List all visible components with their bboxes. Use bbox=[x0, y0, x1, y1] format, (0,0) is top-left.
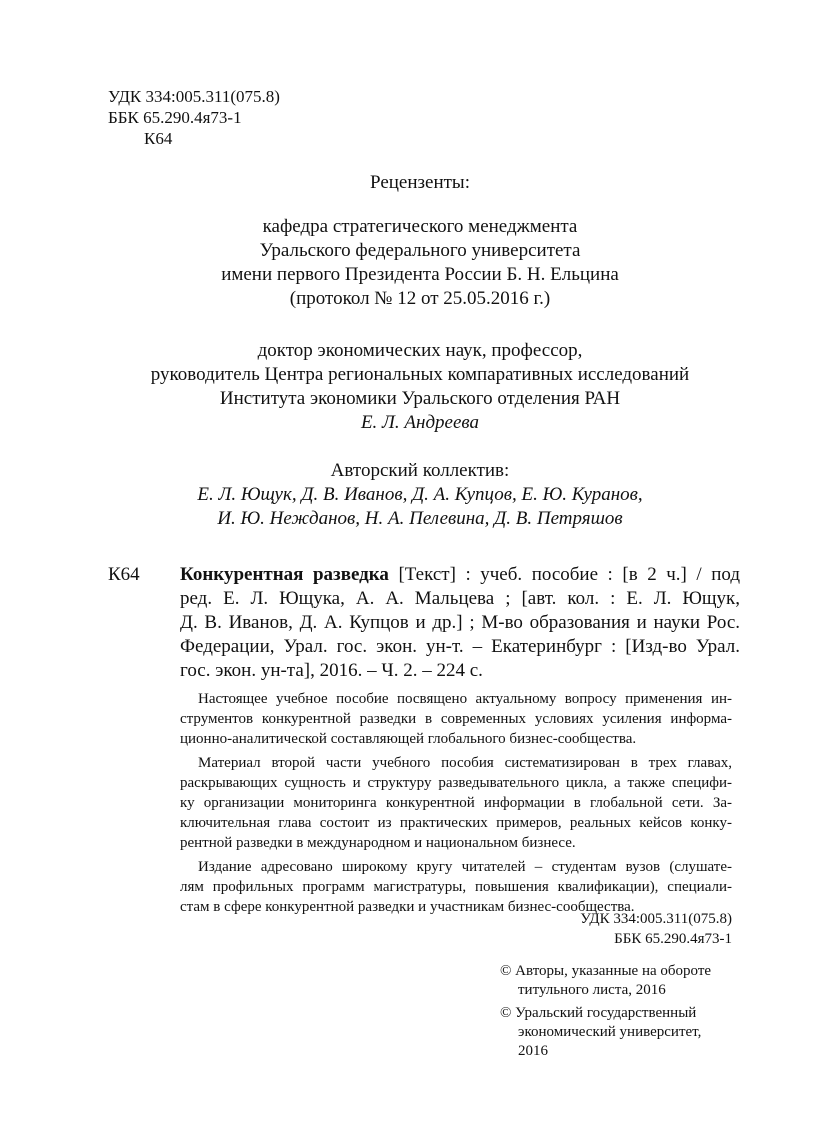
reviewer-name: Е. Л. Андреева bbox=[360, 412, 480, 433]
authors-line: Е. Л. Ющук, Д. В. Иванов, Д. А. Купцов, Е. Ю. Куранов, bbox=[197, 484, 643, 505]
abstract bbox=[180, 689, 732, 921]
abstract-paragraph bbox=[180, 753, 732, 853]
abstract-line: раскрывающих сущность и структуру разведывательного цикла, а также специфи- bbox=[180, 775, 732, 791]
footer-udk: УДК 334:005.311(075.8) bbox=[580, 911, 732, 927]
reviewers-title: Рецензенты: bbox=[370, 172, 470, 193]
copyright-line: титульного листа, 2016 bbox=[518, 982, 666, 998]
bib-line: ред. Е. Л. Ющука, А. А. Мальцева ; [авт. кол. : Е. Л. Ющук, bbox=[180, 588, 740, 609]
bbk-code: ББК 65.290.4я73-1 bbox=[108, 108, 242, 127]
abstract-line: стам в сфере конкурентной разведки и участникам бизнес-сообщества. bbox=[180, 899, 635, 915]
abstract-line: Издание адресовано широкому кругу читателей – студентам вузов (слушате- bbox=[198, 859, 732, 875]
abstract-line: струментов конкурентной разведки в современных условиях усиления информа- bbox=[180, 711, 732, 727]
reviewer-line: Института экономики Уральского отделения РАН bbox=[219, 388, 621, 409]
abstract-line: лям профильных программ магистратуры, повышения квалификации), специали- bbox=[180, 879, 732, 895]
reviewer-line: кафедра стратегического менеджмента bbox=[262, 216, 578, 237]
reviewers-heading bbox=[108, 171, 732, 195]
abstract-line: рентной разведки в международном и национальном бизнесе. bbox=[180, 835, 576, 851]
bib-line: гос. экон. ун-та], 2016. – Ч. 2. – 224 с. bbox=[180, 660, 483, 681]
copyright-authors bbox=[500, 962, 740, 1000]
abstract-line: ку организации мониторинга конкурентной информации в глобальной сети. За- bbox=[180, 795, 732, 811]
authors-line: И. Ю. Нежданов, Н. А. Пелевина, Д. В. Петряшов bbox=[217, 508, 623, 529]
book-title: Конкурентная разведка bbox=[180, 564, 389, 585]
reviewer-line: (протокол № 12 от 25.05.2016 г.) bbox=[289, 288, 551, 309]
bib-line: Д. В. Иванов, Д. А. Купцов и др.] ; М-во образования и науки Рос. bbox=[180, 612, 740, 633]
bib-line bbox=[180, 563, 740, 587]
footer-classification bbox=[480, 909, 732, 949]
abstract-line: ключительная глава состоит из практических примеров, реальных кейсов конку- bbox=[180, 815, 732, 831]
copyright-line: 2016 bbox=[518, 1043, 548, 1059]
abstract-paragraph bbox=[180, 857, 732, 917]
udk-code: УДК 334:005.311(075.8) bbox=[108, 87, 280, 106]
bib-line-rest: [Текст] : учеб. пособие : [в 2 ч.] / под bbox=[388, 564, 740, 585]
bib-line: Федерации, Урал. гос. экон. ун-т. – Екатеринбург : [Изд-во Урал. bbox=[180, 636, 740, 657]
abstract-paragraph bbox=[180, 689, 732, 749]
copyright-university bbox=[500, 1004, 740, 1061]
authors-block bbox=[108, 459, 732, 531]
bib-author-mark: К64 bbox=[108, 564, 140, 585]
copyright-line: © Уральский государственный bbox=[500, 1005, 697, 1021]
reviewer-second bbox=[108, 339, 732, 435]
reviewer-line: имени первого Президента России Б. Н. Ельцина bbox=[221, 264, 619, 285]
classification-block bbox=[108, 86, 280, 149]
reviewer-first bbox=[108, 215, 732, 311]
abstract-line: Настоящее учебное пособие посвящено актуальному вопросу применения ин- bbox=[198, 691, 732, 707]
footer-bbk: ББК 65.290.4я73-1 bbox=[614, 931, 732, 947]
copyright-block bbox=[500, 962, 740, 1065]
copyright-line: экономический университет, bbox=[518, 1024, 702, 1040]
reviewer-line: руководитель Центра региональных компаративных исследований bbox=[150, 364, 690, 385]
reviewer-line: доктор экономических наук, профессор, bbox=[257, 340, 583, 361]
copyright-line: © Авторы, указанные на обороте bbox=[500, 963, 712, 979]
author-mark: К64 bbox=[144, 129, 173, 148]
reviewer-line: Уральского федерального университета bbox=[259, 240, 581, 261]
abstract-line: ционно-аналитической составляющей глобального бизнес-сообщества. bbox=[180, 731, 637, 747]
authors-title: Авторский коллектив: bbox=[330, 460, 510, 481]
abstract-line: Материал второй части учебного пособия систематизирован в трех главах, bbox=[198, 755, 732, 771]
